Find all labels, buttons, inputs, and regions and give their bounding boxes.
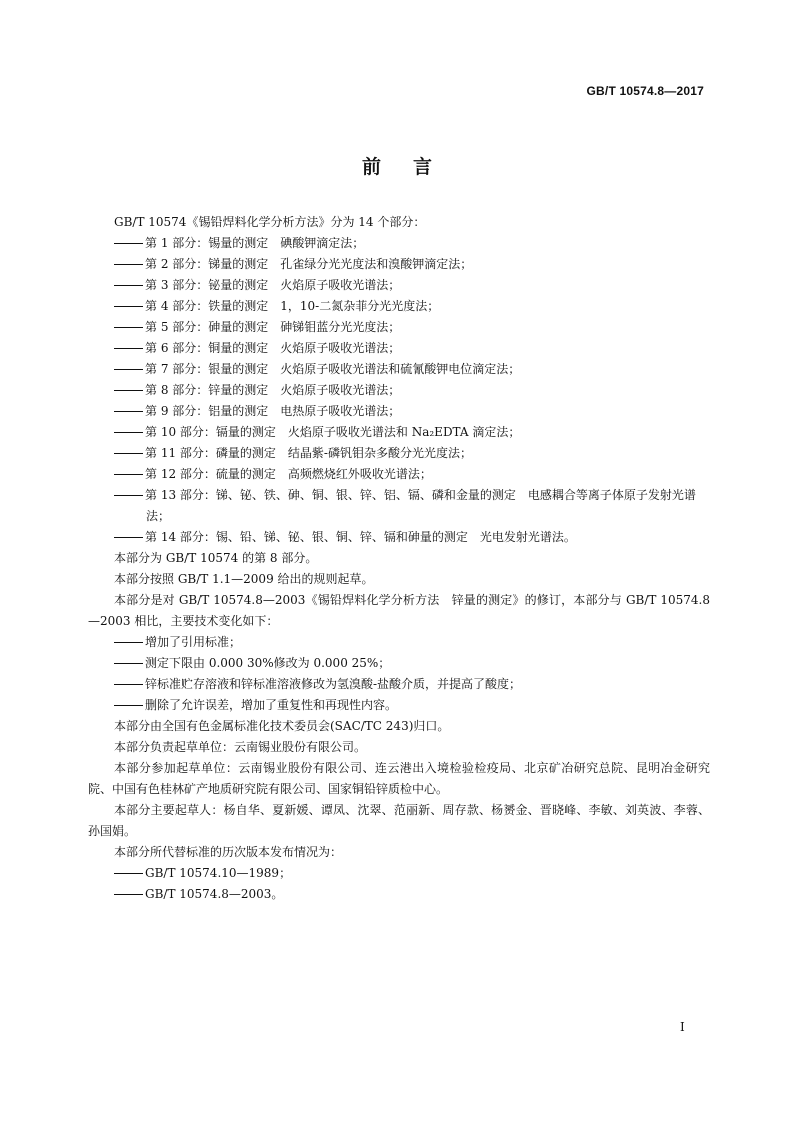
dash-mark	[114, 485, 145, 506]
list-item: 第 3 部分：铋量的测定 火焰原子吸收光谱法；	[88, 275, 710, 296]
foreword-body	[88, 212, 710, 905]
paragraph: 本部分是对 GB/T 10574.8—2003《锡铅焊料化学分析方法 锌量的测定》的修订，本部分与 GB/T 10574.8—2003 相比，主要技术变化如下：	[88, 593, 710, 628]
list-item: 增加了引用标准；	[88, 632, 710, 653]
page-number: I	[680, 1020, 685, 1034]
history-list	[88, 863, 710, 905]
changes-list	[88, 632, 710, 716]
dash-mark	[114, 296, 145, 317]
dash-mark	[114, 254, 145, 275]
dash-mark	[114, 359, 145, 380]
intro-paragraph: GB/T 10574《锡铅焊料化学分析方法》分为 14 个部分：	[114, 215, 426, 229]
page-title: 前言	[361, 156, 464, 178]
list-item: GB/T 10574.10—1989；	[88, 863, 710, 884]
list-item: 第 11 部分：磷量的测定 结晶紫-磷钒钼杂多酸分光光度法；	[88, 443, 710, 464]
dash-mark	[114, 653, 145, 674]
dash-mark	[114, 632, 145, 653]
dash-mark	[114, 233, 145, 254]
list-item: 第 12 部分：硫量的测定 高频燃烧红外吸收光谱法；	[88, 464, 710, 485]
list-item: 测定下限由 0.000 30%修改为 0.000 25%；	[88, 653, 710, 674]
dash-mark	[114, 527, 145, 548]
paragraph: 本部分负责起草单位：云南锡业股份有限公司。	[114, 740, 367, 754]
list-item: 第 4 部分：铁量的测定 1，10-二氮杂菲分光光度法；	[88, 296, 710, 317]
dash-mark	[114, 380, 145, 401]
list-item: 第 9 部分：铝量的测定 电热原子吸收光谱法；	[88, 401, 710, 422]
list-item: 第 10 部分：镉量的测定 火焰原子吸收光谱法和 Na₂EDTA 滴定法；	[88, 422, 710, 443]
list-item: 第 6 部分：铜量的测定 火焰原子吸收光谱法；	[88, 338, 710, 359]
list-item: 锌标准贮存溶液和锌标准溶液修改为氢溴酸-盐酸介质，并提高了酸度；	[88, 674, 710, 695]
list-item: 第 5 部分：砷量的测定 砷锑钼蓝分光光度法；	[88, 317, 710, 338]
list-item: 第 7 部分：银量的测定 火焰原子吸收光谱法和硫氰酸钾电位滴定法；	[88, 359, 710, 380]
paragraph: 本部分参加起草单位：云南锡业股份有限公司、连云港出入境检验检疫局、北京矿冶研究总院、昆明冶金研究院、中国有色桂林矿产地质研究院有限公司、国家铜铅锌质检中心。	[88, 761, 710, 796]
paragraph: 本部分按照 GB/T 1.1—2009 给出的规则起草。	[114, 572, 374, 586]
list-item: GB/T 10574.8—2003。	[88, 884, 710, 905]
dash-mark	[114, 464, 145, 485]
list-item: 第 1 部分：锡量的测定 碘酸钾滴定法；	[88, 233, 710, 254]
list-item: 第 8 部分：锌量的测定 火焰原子吸收光谱法；	[88, 380, 710, 401]
list-item: 删除了允许误差，增加了重复性和再现性内容。	[88, 695, 710, 716]
paragraph: 本部分所代替标准的历次版本发布情况为：	[114, 845, 343, 859]
list-item: 第 2 部分：锑量的测定 孔雀绿分光光度法和溴酸钾滴定法；	[88, 254, 710, 275]
paragraph: 本部分主要起草人：杨自华、夏新媛、谭凤、沈翠、范丽新、周存款、杨赟金、晋晓峰、李敏、刘英波、李蓉、孙国娟。	[88, 803, 710, 838]
list-item: 第 13 部分：锑、铋、铁、砷、铜、银、锌、铝、镉、磷和金量的测定 电感耦合等离子体原子发射光谱法；	[88, 485, 710, 527]
dash-mark	[114, 422, 145, 443]
list-item: 第 14 部分：锡、铅、锑、铋、银、铜、锌、镉和砷量的测定 光电发射光谱法。	[88, 527, 710, 548]
dash-mark	[114, 674, 145, 695]
dash-mark	[114, 884, 145, 905]
dash-mark	[114, 695, 145, 716]
parts-list	[88, 233, 710, 548]
dash-mark	[114, 275, 145, 296]
dash-mark	[114, 863, 145, 884]
dash-mark	[114, 443, 145, 464]
paragraph: 本部分为 GB/T 10574 的第 8 部分。	[114, 551, 318, 565]
paragraph: 本部分由全国有色金属标准化技术委员会(SAC/TC 243)归口。	[114, 719, 450, 733]
dash-mark	[114, 401, 145, 422]
dash-mark	[114, 317, 145, 338]
dash-mark	[114, 338, 145, 359]
standard-code: GB/T 10574.8—2017	[586, 84, 704, 98]
